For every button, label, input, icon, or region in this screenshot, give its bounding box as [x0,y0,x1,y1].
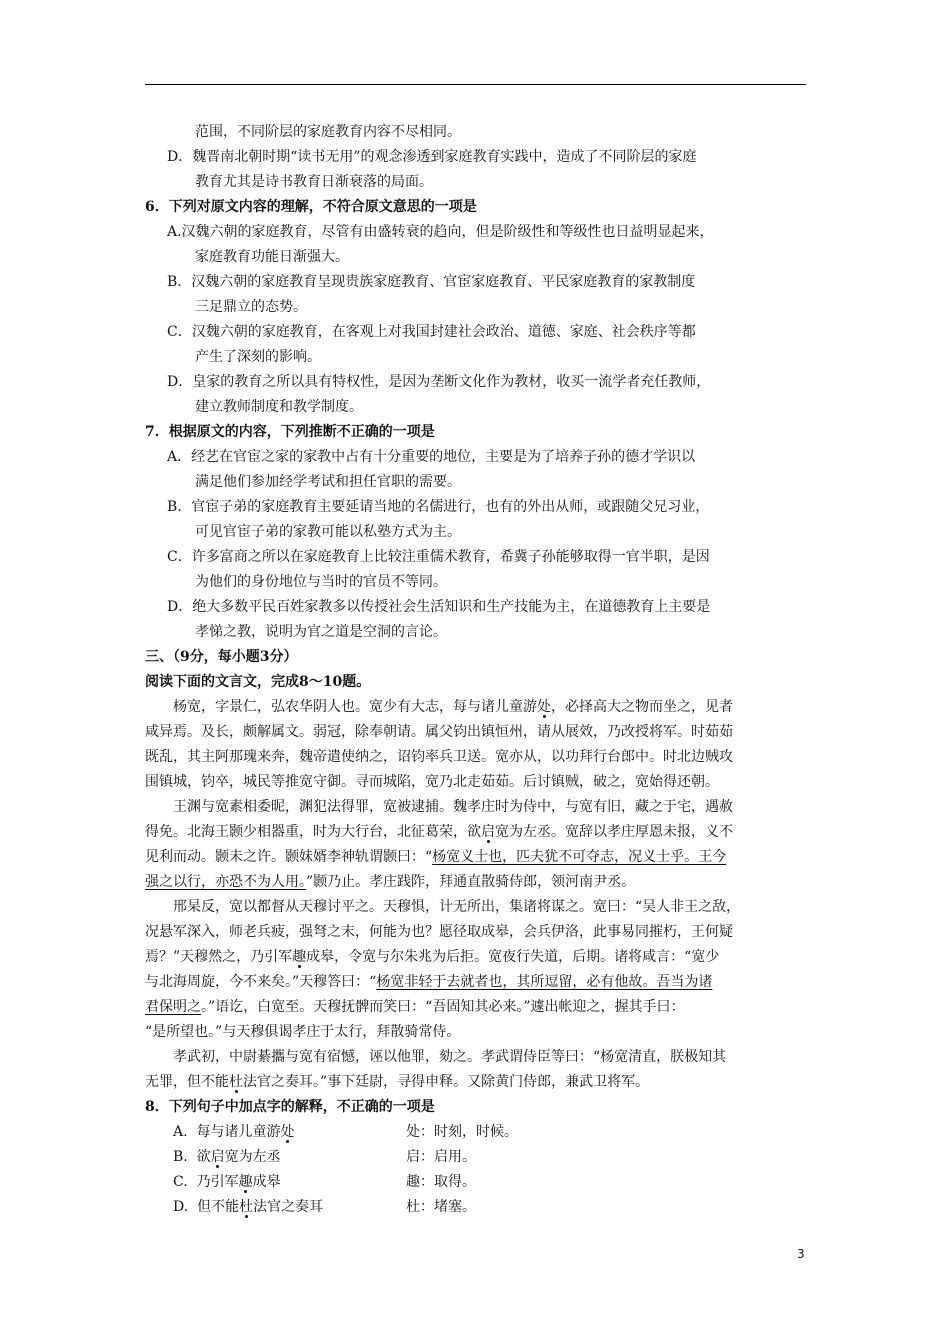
q6-option-c-cont: 产生了深刻的影响。 [195,349,321,365]
passage-p4-line1: 孝武初，中尉綦攜与宽有宿憾，诬以他罪，劾之。孝武谓侍臣等曰：“杨宽清直，朕极知其 [173,1049,727,1065]
q5-option-d: D．魏晋南北朝时期“读书无用”的观念渗透到家庭教育实践中，造成了不同阶层的家庭 [167,149,697,165]
q8-gloss: 处：时刻，时候。 [406,1124,518,1140]
dotted-char: 处 [280,1124,295,1140]
dotted-char: 启 [210,1149,225,1165]
underlined-sentence: 强之以行，亦恐不为人用。 [145,874,306,890]
document-body [145,120,810,1220]
underlined-sentence: 杨宽非轻于去就者也，其所逗留，必有他故。吾当为诸 [376,974,713,990]
q6-option-d: D．皇家的教育之所以具有特权性，是因为垄断文化作为教材，收买一流学者充任教师， [167,374,711,390]
q6-option-c: C．汉魏六朝的家庭教育，在客观上对我国封建社会政治、道德、家庭、社会秩序等都 [167,324,696,340]
q8-gloss: 杜：堵塞。 [406,1199,476,1215]
dotted-char: 处 [537,699,551,715]
q7-option-d: D．绝大多数平民百姓家教多以传授社会生活知识和生产技能为主，在道德教育上主要是 [167,599,711,615]
q7-option-c-cont: 为他们的身份地位与当时的官员不等同。 [195,574,447,590]
section-instruction: 阅读下面的文言文，完成8～10题。 [145,674,371,690]
passage-p2-line3: 见利而动。颢未之许。颢妹婿李神轨谓颢曰：“杨宽义士也，匹夫犹不可夺志，况义士乎。王今 [145,849,727,865]
passage-p1-line1: 杨宽，字景仁，弘农华阴人也。宽少有大志，每与诸儿童游处，必择高大之物而坐之，见者 [173,699,733,715]
q6-option-b-cont: 三足鼎立的态势。 [195,299,307,315]
dotted-char: 杜 [239,1199,254,1215]
q7-option-b: B．官宦子弟的家庭教育主要延请当地的名儒进行，也有的外出从师，或跟随父兄习业， [167,499,710,515]
q8-gloss: 趣：取得。 [406,1174,476,1190]
q7-option-c: C．许多富商之所以在家庭教育上比较注重儒术教育，希冀子孙能够取得一官半职，是因 [167,549,710,565]
q8-option-d: D. 但不能杜法官之奏耳 杜：堵塞。 [145,1195,810,1220]
passage-p1-line4: 围镇城，钧卒，城民等推宽守御。寻而城陷，宽乃北走茹茹。后讨镇贼，破之，宽始得还朝。 [145,774,719,790]
passage-p2-line2: 得免。北海王颢少相器重，时为大行台，北征葛荣，欲启宽为左丞。宽辞以孝庄厚恩未报，义不 [145,824,733,840]
passage-p1-line3: 既乱，其主阿那瑰来奔，魏帝遣使纳之，诏钧率兵卫送。宽亦从，以功拜行台郎中。时北边贼攻 [145,749,733,765]
underlined-sentence: 君保明之 [145,999,201,1015]
section-heading: 三、（9分，每小题3分） [145,649,298,665]
passage-p3-line6: “是所望也。”与天穆俱谒孝庄于太行，拜散骑常侍。 [145,1024,461,1040]
passage-p1-line2: 咸异焉。及长，颇解属文。弱冠，除奉朝请。属父钧出镇恒州，请从展效，乃改授将军。时茹茹 [145,724,733,740]
q8-stem: 8．下列句子中加点字的解释，不正确的一项是 [145,1099,435,1115]
q6-option-a: A.汉魏六朝的家庭教育，尽管有由盛转衰的趋向，但是阶级性和等级性也日益明显起来， [167,224,714,240]
passage-p2-line1: 王渊与宽素相委昵，渊犯法得罪，宽被逮捕。魏孝庄时为侍中，与宽有旧，藏之于宅，遇赦 [173,799,733,815]
passage-p3-line5: 君保明之。”语讫，白宽至。天穆抚髀而笑曰：“吾固知其必来。”遽出帐迎之，握其手曰： [145,999,685,1015]
q7-option-a-cont: 满足他们参加经学考试和担任官职的需要。 [195,474,461,490]
passage-p2-line4: 强之以行，亦恐不为人用。”颢乃止。孝庄践阼，拜通直散骑侍郎，领河南尹丞。 [145,874,636,890]
q7-option-d-cont: 孝悌之教，说明为官之道是空洞的言论。 [195,624,447,640]
q8-option-b: B. 欲启宽为左丞 启：启用。 [145,1145,810,1170]
underlined-sentence: 杨宽义士也，匹夫犹不可夺志，况义士乎。王今 [432,849,727,865]
q6-option-a-cont: 家庭教育功能日渐强大。 [195,249,349,265]
page-number: 3 [797,1247,805,1261]
dotted-char: 杜 [229,1074,243,1090]
header-rule [145,84,806,85]
continuation-line: 范围，不同阶层的家庭教育内容不尽相同。 [195,124,461,140]
q6-option-b: B．汉魏六朝的家庭教育呈现贵族家庭教育、官宦家庭教育、平民家庭教育的家教制度 [167,274,696,290]
dotted-char: 启 [481,824,495,840]
dotted-char: 趣 [292,949,307,965]
q7-option-b-cont: 可见官宦子弟的家教可能以私塾方式为主。 [195,524,461,540]
q6-stem: 6．下列对原文内容的理解，不符合原文意思的一项是 [145,199,477,215]
passage-p3-line2: 况悬军深入，师老兵疲，强弩之末，何能为也？愿径取成皋，会兵伊洛，此事易同摧朽，王何疑 [145,924,733,940]
q7-option-a: A．经艺在官宦之家的家教中占有十分重要的地位，主要是为了培养子孙的德才学识以 [167,449,696,465]
passage-p3-line1: 邢杲反，宽以都督从天穆讨平之。天穆惧，计无所出，集诸将谋之。宽曰：“吴人非王之敌， [173,899,741,915]
passage-p3-line3: 焉？”天穆然之，乃引军趣成皋，令宽与尔朱兆为后拒。宽夜行失道，后期。诸将咸言：“宽少 [145,949,720,965]
q8-option-a: A. 每与诸儿童游处 处：时刻，时候。 [145,1120,810,1145]
passage-p3-line4: 与北海周旋，今不来矣。”天穆答曰：“杨宽非轻于去就者也，其所逗留，必有他故。吾当为诸 [145,974,713,990]
passage-p4-line2: 无罪，但不能杜法官之奏耳。”事下廷尉，寻得申释。又除黄门侍郎，兼武卫将军。 [145,1074,650,1090]
q5-option-d-cont: 教育尤其是诗书教育日渐衰落的局面。 [195,174,433,190]
q6-option-d-cont: 建立教师制度和教学制度。 [195,399,363,415]
q8-gloss: 启：启用。 [406,1149,476,1165]
q8-option-c: C. 乃引军趣成皋 趣：取得。 [145,1170,810,1195]
q7-stem: 7．根据原文的内容，下列推断不正确的一项是 [145,424,435,440]
dotted-char: 趣 [238,1174,253,1190]
